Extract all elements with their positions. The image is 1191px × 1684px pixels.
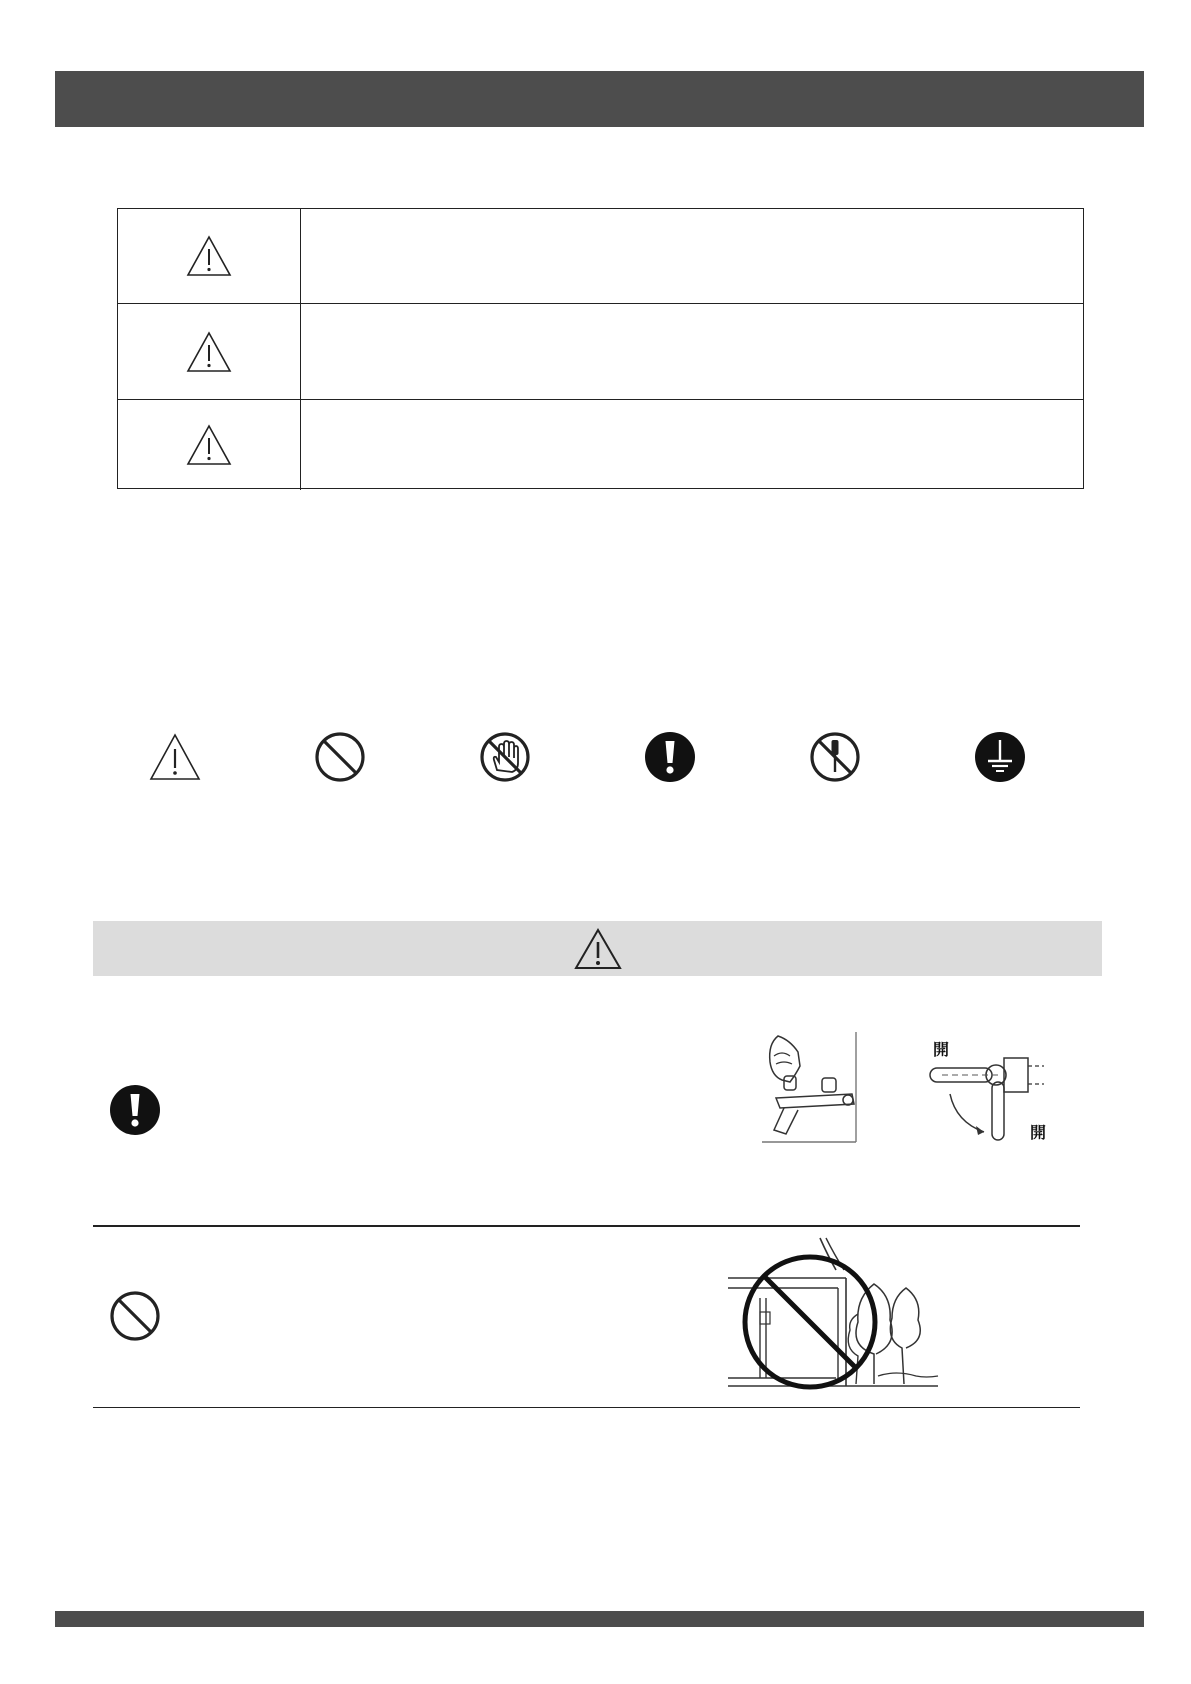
caution-triangle-icon xyxy=(148,730,202,784)
open-label: 開 xyxy=(933,1040,950,1059)
outdoor-installation-prohibited-illustration xyxy=(726,1236,948,1392)
prohibition-icon xyxy=(108,1289,162,1343)
signal-word-table xyxy=(117,208,1084,489)
divider xyxy=(93,1225,1080,1227)
ground-connection-icon xyxy=(973,730,1027,784)
open-label: 開 xyxy=(1030,1123,1047,1142)
table-row xyxy=(118,304,1083,400)
caution-triangle-icon xyxy=(186,331,232,373)
warning-header xyxy=(93,921,1102,976)
prohibition-icon xyxy=(313,730,367,784)
do-not-touch-icon xyxy=(478,730,532,784)
divider xyxy=(93,1407,1080,1408)
caution-triangle-icon xyxy=(574,927,622,971)
table-row xyxy=(118,209,1083,304)
table-cell xyxy=(301,400,1083,490)
do-not-disassemble-icon xyxy=(808,730,862,784)
faucet-hand-illustration xyxy=(760,1030,860,1148)
header-bar xyxy=(55,71,1144,127)
caution-triangle-icon xyxy=(186,235,232,277)
caution-triangle-icon xyxy=(186,424,232,466)
mandatory-action-icon xyxy=(108,1083,162,1137)
table-cell xyxy=(301,209,1083,303)
footer-bar xyxy=(55,1611,1144,1627)
table-row xyxy=(118,400,1083,490)
mandatory-action-icon xyxy=(643,730,697,784)
table-cell xyxy=(301,304,1083,399)
